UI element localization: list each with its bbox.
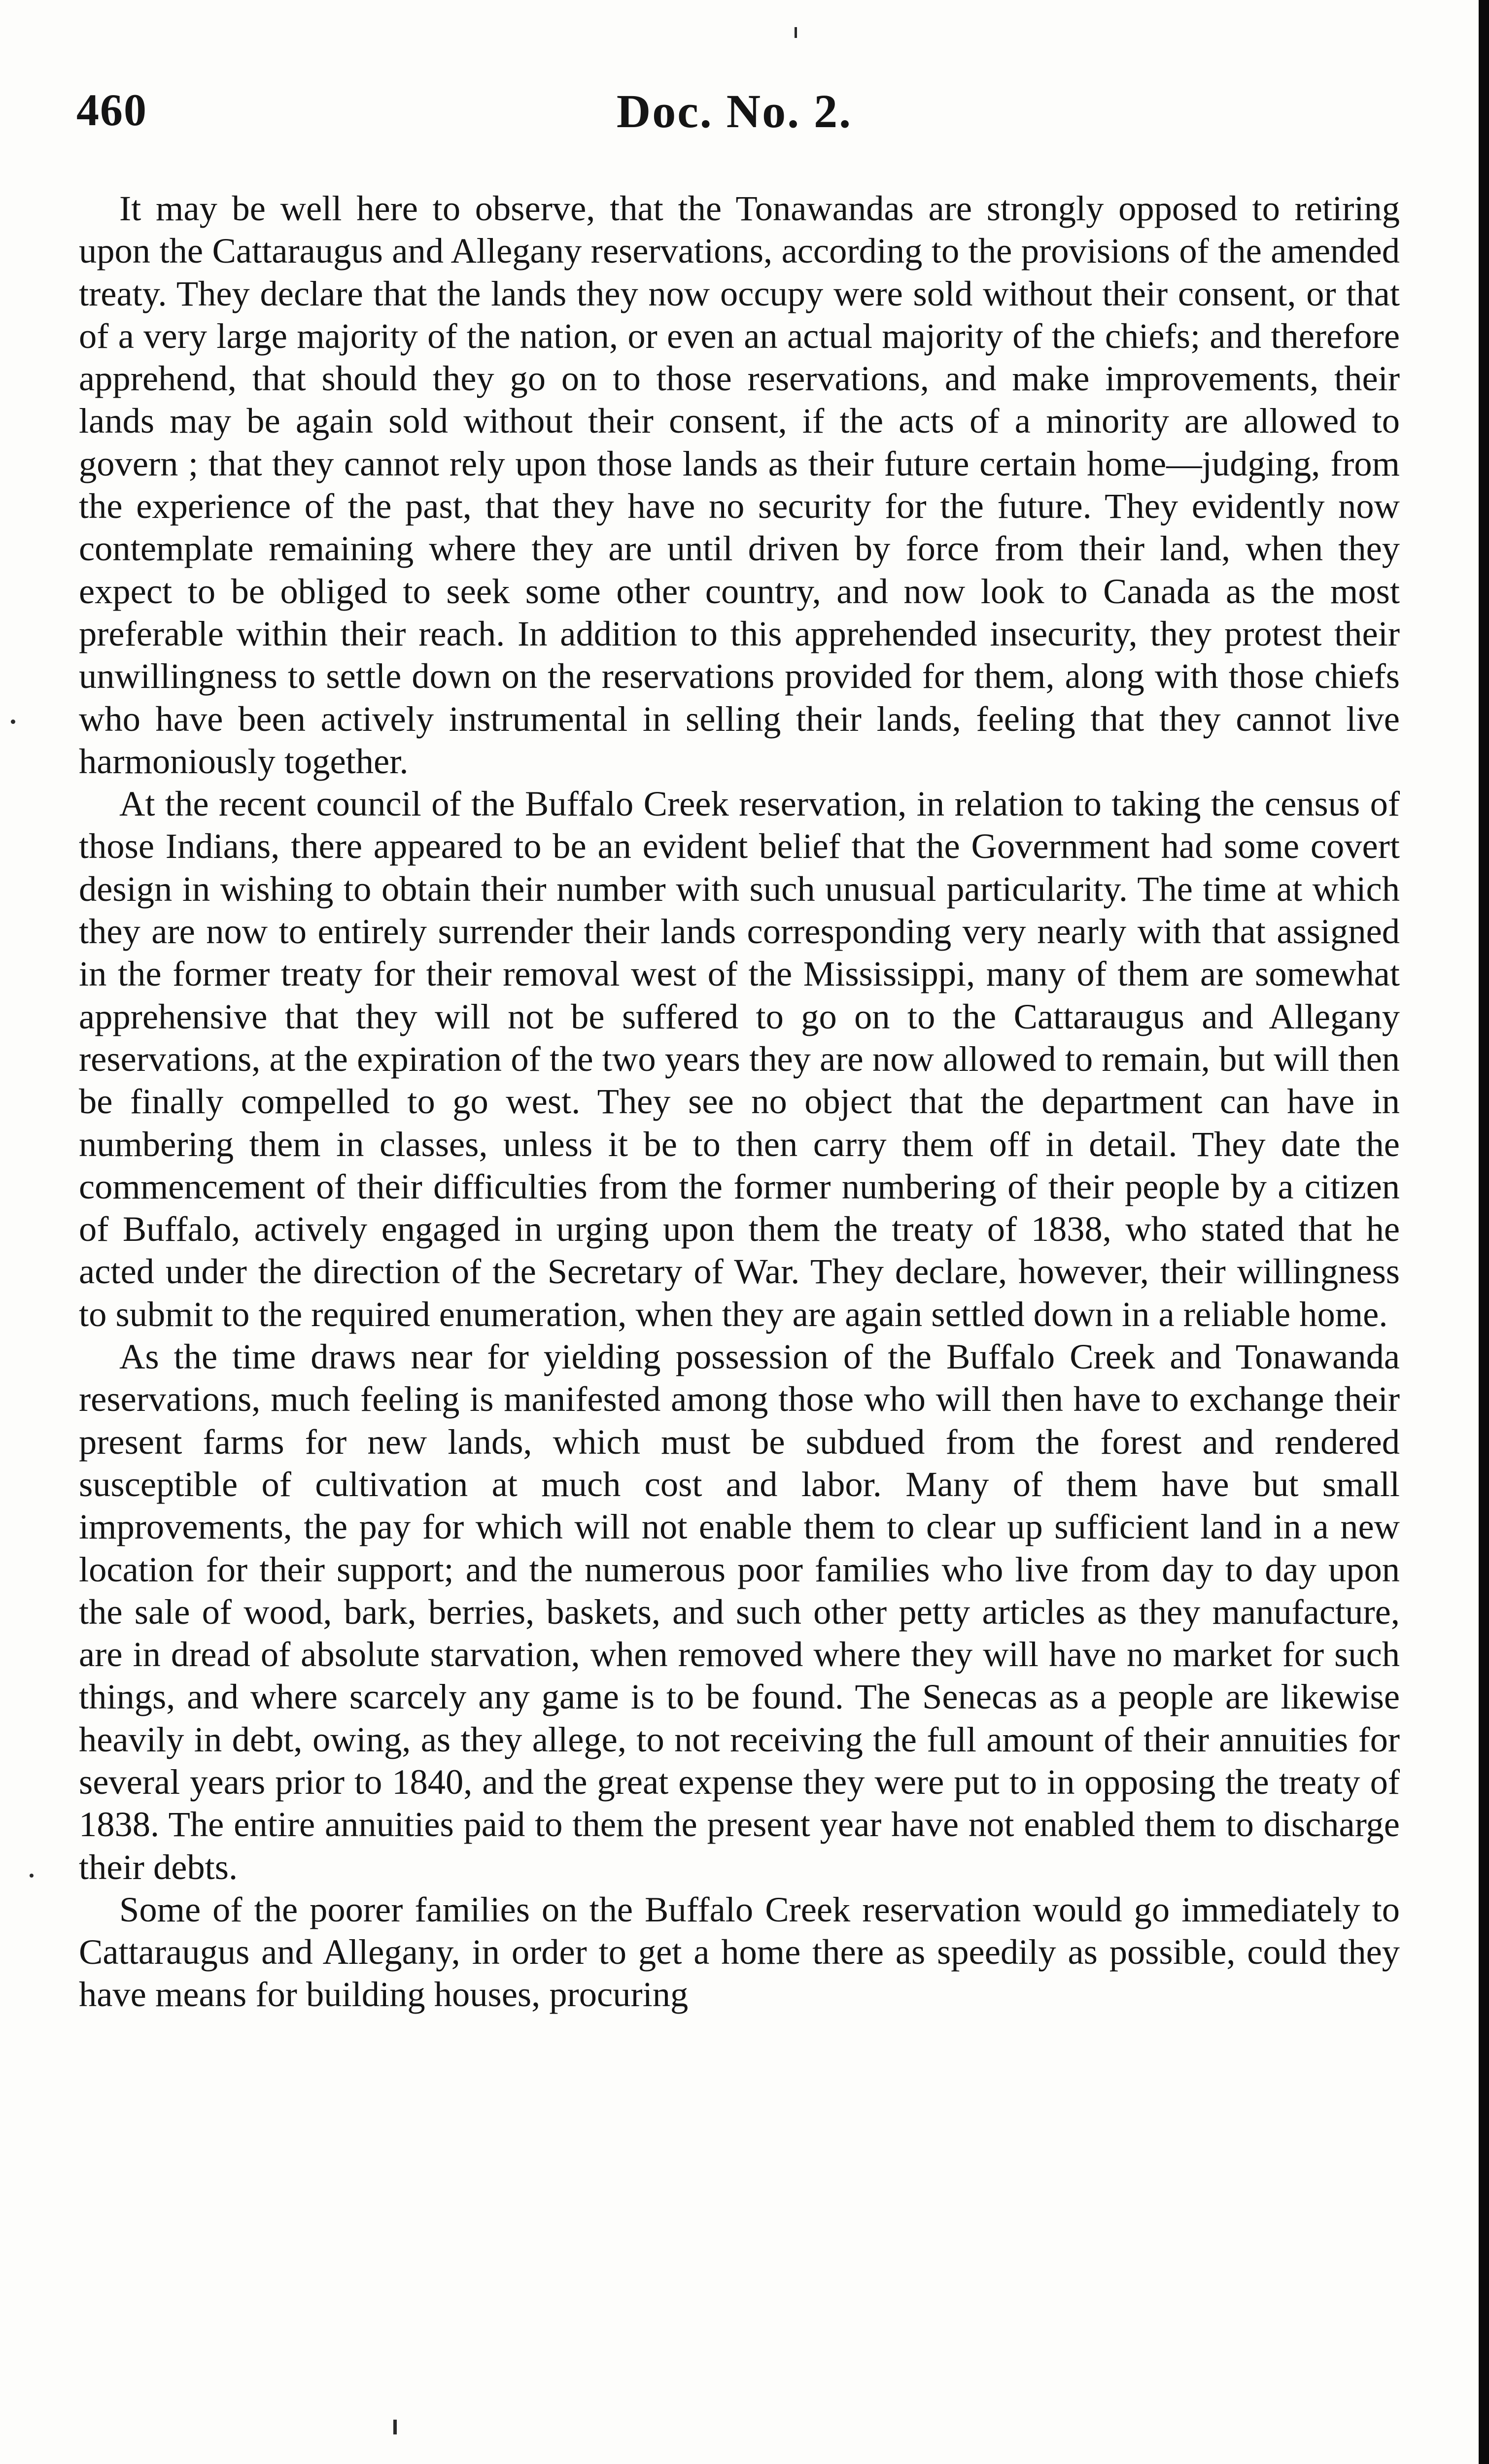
body-text [79,187,1400,2016]
paragraph-3: As the time draws near for yielding possession of the Buffalo Creek and Tonawanda reservations, much feeling is manifested among those who will then have to exchange their present farms for new lands, which must be subdued from the forest and rendered susceptible of cultivation at much cost and labor. Many of them have but small improvements, the pay for which will not enable them to clear up sufficient land in a new location for their support; and the numerous poor families who live from day to day upon the sale of wood, bark, berries, baskets, and such other petty articles as they manufacture, are in dread of absolute starvation, when removed where they will have no market for such things, and where scarcely any game is to be found. The Senecas as a people are likewise heavily in debt, owing, as they allege, to not receiving the full amount of their annuities for several years prior to 1840, and the great expense they were put to in opposing the treaty of 1838. The entire annuities paid to them the present year have not enabled them to discharge their debts. [79,1336,1400,1887]
paragraph-1: It may be well here to observe, that the Tonawandas are strongly opposed to retiring upon the Cattaraugus and Allegany reservations, according to the provisions of the amended treaty. They declare that the lands they now occupy were sold without their consent, or that of a very large majority of the nation, or even an actual majority of the chiefs; and therefore apprehend, that should they go on to those reservations, and make improvements, their lands may be again sold without their consent, if the acts of a minority are allowed to govern ; that they cannot rely upon those lands as their future certain home—judging, from the experience of the past, that they have no security for the future. They evidently now contemplate remaining where they are until driven by force from their land, when they expect to be obliged to seek some other country, and now look to Canada as the most preferable within their reach. In addition to this apprehended insecurity, they protest their unwillingness to settle down on the reservations provided for them, along with those chiefs who have been actively instrumental in selling their lands, feeling that they cannot live harmoniously together. [79,188,1400,781]
stray-mark-left [11,719,15,724]
paragraph-2: At the recent council of the Buffalo Creek reservation, in relation to taking the census of those Indians, there appeared to be an evident belief that the Government had some covert design in wishing to obtain their number with such unusual particularity. The time at which they are now to entirely surrender their lands corresponding very nearly with that assigned in the former treaty for their removal west of the Mississippi, many of them are somewhat apprehensive that they will not be suffered to go on to the Cattaraugus and Allegany reservations, at the expiration of the two years they are now allowed to remain, but will then be finally compelled to go west. They see no object that the department can have in numbering them in classes, unless it be to then carry them off in detail. They date the commencement of their difficulties from the former numbering of their people by a citizen of Buffalo, actively engaged in urging upon them the treaty of 1838, who stated that he acted under the direction of the Secretary of War. They declare, however, their willingness to submit to the required enumeration, when they are again settled down in a reliable home. [79,784,1400,1334]
stray-mark-bottom [393,2420,397,2434]
paragraph-4: Some of the poorer families on the Buffalo Creek reservation would go immediately to Cattaraugus and Allegany, in order to get a home there as speedily as possible, could they have means for building houses, procuring [79,1889,1400,2015]
stray-mark-left-lower [30,1874,34,1878]
document-title: Doc. No. 2. [616,85,853,137]
stray-mark-top [795,27,797,38]
page-number: 460 [76,85,147,135]
page-header [76,84,1392,143]
